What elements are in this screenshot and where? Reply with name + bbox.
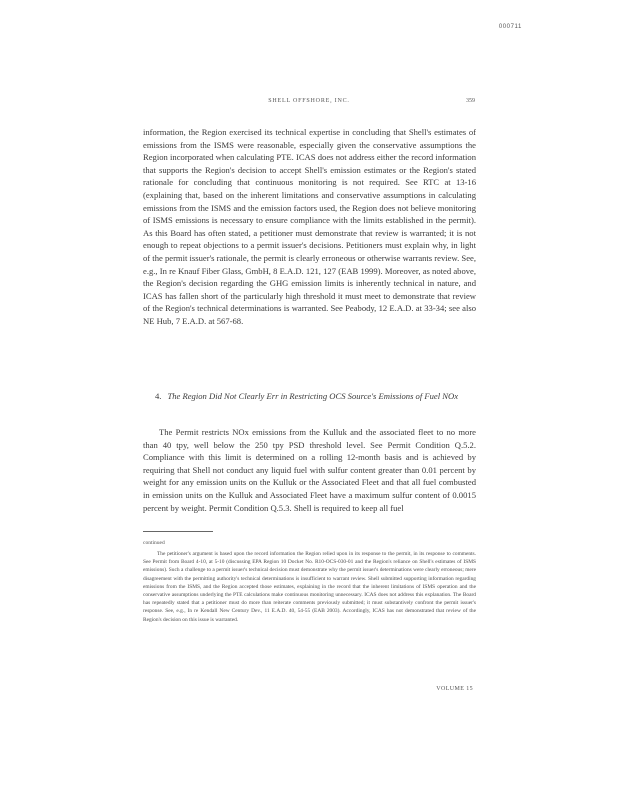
footnote-text: The petitioner's argument is based upon the record information the Region relied upon in its response to the permit, in its response to comments. See Permit from Board 4-10, at 5-10 (discussing EPA Region 10 Docket No. R10-OCS-030-01 and the Region's reliance on Shell's estimates of ISMS emissions). Such a challenge to a permit issuer's technical decision must demonstrate why the permit issuer's determinations were clearly erroneous; mere disagreement with the permitting authority's technical determinations is insufficient to warrant review. Shell submitted supporting information regarding emissions from the ISMS, and the Region accepted those estimates, explaining in the record that the inherent limitations of ISMS operation and the conservative assumptions underlying the PTE calculations make continuous monitoring unnecessary. ICAS does not address this explanation. The Board has repeatedly stated that a petitioner must do more than reiterate comments previously submitted; it must substantively confront the permit issuer's response. See, e.g., In re Kendall New Century Dev., 11 E.A.D. 40, 54-55 (EAB 2003). Accordingly, ICAS has not demonstrated that review of the Region's decision on this issue is warranted.: [143, 551, 476, 623]
section-heading-4: [155, 390, 475, 403]
body-paragraph-1: [143, 126, 476, 378]
page-number: 359: [466, 98, 475, 104]
footer-volume-id: VOLUME 15: [436, 686, 473, 692]
body-paragraph-2: [143, 426, 476, 516]
running-head-title: SHELL OFFSHORE, INC.: [268, 98, 350, 104]
section-heading-text: The Region Did Not Clearly Err in Restricting OCS Source's Emissions of Fuel NOx: [167, 391, 459, 401]
footnote-continued-marker: continued: [143, 540, 165, 546]
footnote-divider: [143, 531, 213, 532]
section-heading-number: 4.: [155, 391, 162, 401]
footnote: [143, 550, 476, 650]
body-paragraph-2-text: The Permit restricts NOx emissions from the Kulluk and the associated fleet to no more than 40 tpy, well below the 250 tpy PSD threshold level. See Permit Condition Q.5.2. Compliance with this limit is determined on a rolling 12-month basis and is achieved by requiring that Shell not conduct any liquid fuel with sulfur content greater than 0.01 percent by weight for any emission units on the Kulluk or the Associated Fleet and that all fuel combusted in emission units on the Kulluk and Associated Fleet have a maximum sulfur content of 0.0015 percent by weight. Permit Condition Q.5.3. Shell is required to keep all fuel: [143, 427, 476, 513]
page-badge: 000711: [498, 24, 522, 30]
body-paragraph-1-text: information, the Region exercised its technical expertise in concluding that Shell's estimates of emissions from the ISMS were reasonable, especially given the conservative assumptions the Region incorporated when calculating PTE. ICAS does not address either the record information that supports the Region's decision to accept Shell's emission estimates or the Region's stated rationale for concluding that continuous monitoring is not required. See RTC at 13-16 (explaining that, based on the inherent limitations and conservative assumptions in calculating emissions from the ISMS and the emission factors used, the Region does not believe monitoring of ISMS emissions is necessary to ensure compliance with the limits established in the permit). As this Board has often stated, a petitioner must demonstrate that review is warranted; it is not enough to repeat objections to a permit issuer's decisions. Petitioners must explain why, in light of the permit issuer's rationale, the permit is clearly erroneous or otherwise warrants review. See, e.g., In re Knauf Fiber Glass, GmbH, 8 E.A.D. 121, 127 (EAB 1999). Moreover, as noted above, the Region's decision regarding the GHG emission limits is inherently technical in nature, and ICAS has fallen short of the particularly high threshold it must meet to demonstrate that review of the Region's technical determinations is warranted. See Peabody, 12 E.A.D. at 33-34; see also NE Hub, 7 E.A.D. at 567-68.: [143, 127, 476, 326]
